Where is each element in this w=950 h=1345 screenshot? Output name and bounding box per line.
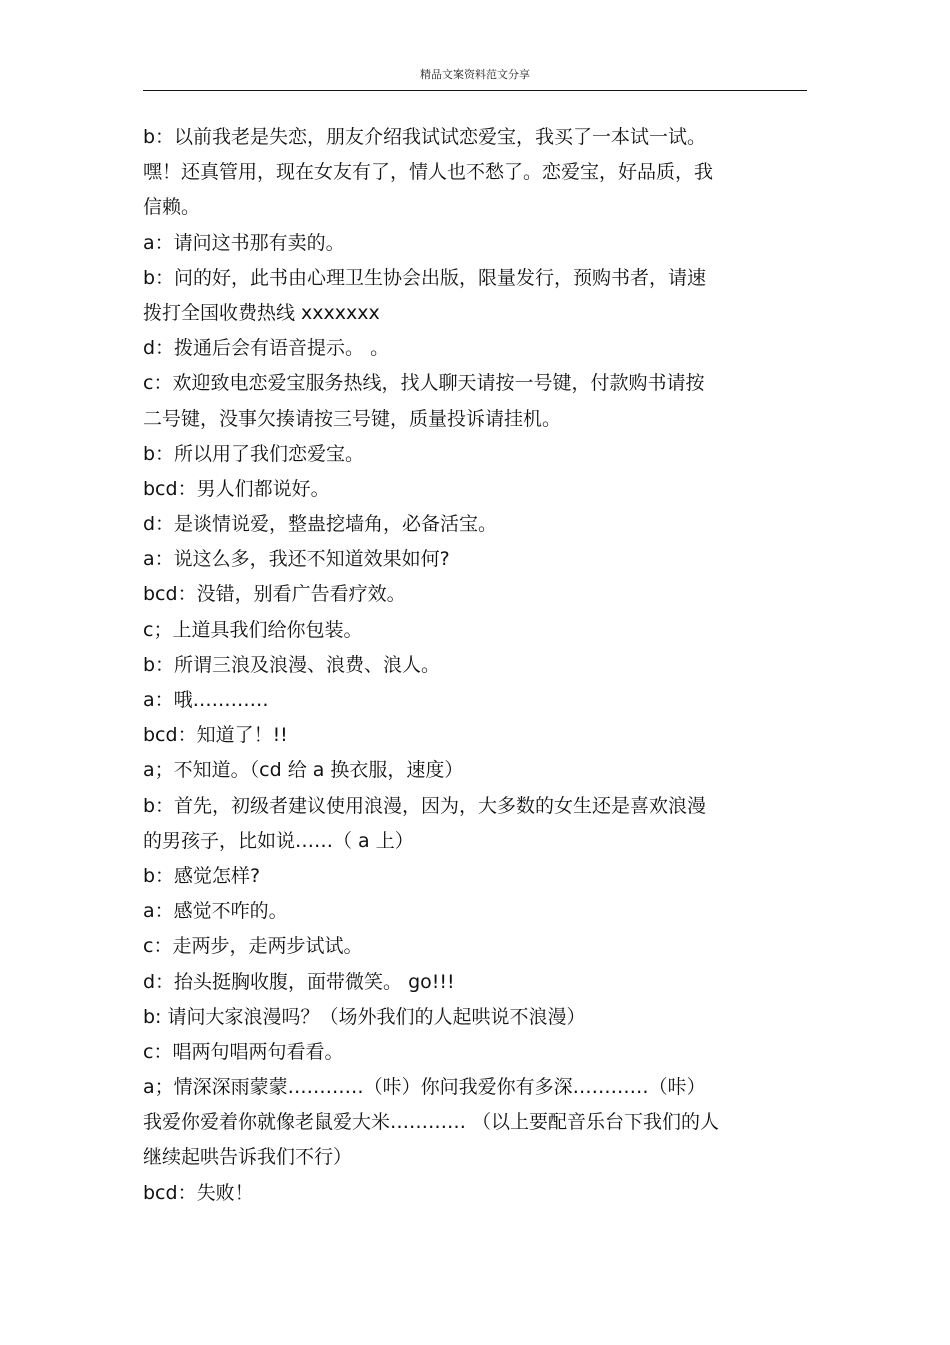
text-line: c；上道具我们给你包装。 bbox=[143, 618, 363, 641]
text-line: b：首先，初级者建议使用浪漫，因为，大多数的女生还是喜欢浪漫 bbox=[143, 794, 707, 817]
text-line: 信赖。 bbox=[143, 196, 201, 219]
text-line: bcd：知道了！!! bbox=[143, 724, 288, 747]
text-line: 嘿！还真管用，现在女友有了，情人也不愁了。恋爱宝，好品质，我 bbox=[143, 161, 714, 184]
text-line: b：问的好，此书由心理卫生协会出版，限量发行，预购书者，请速 bbox=[143, 266, 707, 289]
text-line: d：抬头挺胸收腹，面带微笑。 go!!! bbox=[143, 970, 455, 993]
text-line: d：拨通后会有语音提示。 。 bbox=[143, 337, 390, 360]
text-line: c：唱两句唱两句看看。 bbox=[143, 1040, 344, 1063]
text-line: bcd：没错，别看广告看疗效。 bbox=[143, 583, 406, 606]
text-line: b：以前我老是失恋，朋友介绍我试试恋爱宝，我买了一本试一试。 bbox=[143, 126, 707, 148]
text-line: b: 请问大家浪漫吗？（场外我们的人起哄说不浪漫） bbox=[143, 1005, 586, 1028]
dialogue-body bbox=[143, 120, 803, 1211]
text-line: 的男孩子，比如说……（ a 上） bbox=[143, 829, 414, 852]
text-line: a；情深深雨蒙蒙…………（咔）你问我爱你有多深…………（咔） bbox=[143, 1076, 706, 1099]
text-line: a：哦………… bbox=[143, 689, 269, 711]
text-line: a；不知道。（cd 给 a 换衣服，速度） bbox=[143, 759, 464, 782]
page-header: 精品文案资料范文分享 bbox=[420, 68, 530, 81]
text-line: bcd：失败！ bbox=[143, 1181, 254, 1204]
text-line: bcd：男人们都说好。 bbox=[143, 477, 330, 500]
header-rule bbox=[143, 90, 807, 91]
text-line: d：是谈情说爱，整蛊挖墙角，必备活宝。 bbox=[143, 513, 498, 536]
text-line: 二号键，没事欠揍请按三号键，质量投诉请挂机。 bbox=[143, 407, 562, 430]
text-line: b：所谓三浪及浪漫、浪费、浪人。 bbox=[143, 653, 441, 676]
text-line: c：欢迎致电恋爱宝服务热线，找人聊天请按一号键，付款购书请按 bbox=[143, 372, 705, 395]
text-line: b：所以用了我们恋爱宝。 bbox=[143, 442, 365, 465]
text-line: c：走两步，走两步试试。 bbox=[143, 935, 363, 958]
text-line: a：感觉不咋的。 bbox=[143, 900, 288, 923]
text-line: b：感觉怎样? bbox=[143, 864, 261, 887]
text-line: a：请问这书那有卖的。 bbox=[143, 231, 345, 254]
text-line: a：说这么多，我还不知道效果如何? bbox=[143, 548, 450, 571]
text-line: 我爱你爱着你就像老鼠爱大米………… （以上要配音乐台下我们的人 bbox=[143, 1111, 720, 1134]
text-line: 拨打全国收费热线 xxxxxxx bbox=[143, 301, 380, 324]
text-line: 继续起哄告诉我们不行） bbox=[143, 1146, 353, 1169]
